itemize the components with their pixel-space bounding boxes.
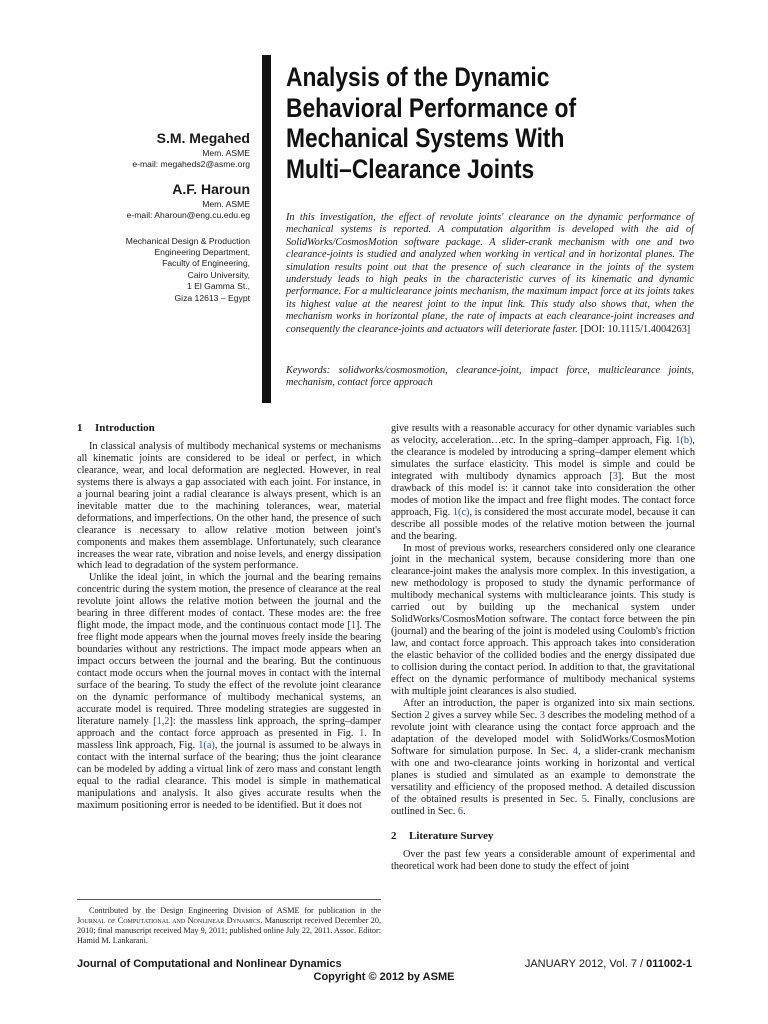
author-name-2: A.F. Haroun bbox=[172, 180, 250, 197]
paragraph-text: describes the modeling method of a revolute joint with clearance using the contact force approach and the adaptation of the developed model with SolidWorks/CosmosMotion Software for simulation purpose. In Sec. bbox=[391, 709, 695, 757]
section-number: 2 bbox=[391, 830, 397, 843]
paragraph-text: give results with a reasonable accuracy for other dynamic variables such as velocity, acceleration…etc. In the spring–damper approach, Fig. bbox=[391, 423, 695, 446]
paragraph-text: . In massless link approach, Fig. bbox=[77, 727, 381, 751]
citation-link[interactable]: 1 bbox=[350, 620, 357, 632]
paragraph-text: , is considered the most accurate model, because it can describe all possible modes of the relative motion between the journal and the bearing. bbox=[391, 506, 695, 542]
paper-title bbox=[286, 62, 664, 184]
paragraph-text: . bbox=[463, 805, 466, 817]
paragraph-text: ]. But the most drawback of this model is: it cannot take into consideration the other modes of motion like the impact and free flight modes. The contact force approach, Fig. bbox=[391, 470, 695, 518]
title-line: Mechanical Systems With bbox=[286, 123, 565, 153]
section-number: 1 bbox=[77, 422, 83, 434]
journal-name-footer: Journal of Computational and Nonlinear Dynamics bbox=[77, 958, 342, 970]
left-column bbox=[77, 423, 381, 812]
section-title: Introduction bbox=[95, 422, 155, 434]
paragraph-text: ]. The free flight mode appears when the journal moves freely inside the bearing boundaries without any restrictions. The impact mode appears when an impact occurs between the journal and the bearing. But the continuous contact mode occurs when the journal moves in contact with the internal surface of the bearing. To study the effect of the revolute joint clearance on the dynamic performance of multibody mechanical systems, an accurate model is required. Three modeling strategies are suggested in literature namely [ bbox=[77, 620, 381, 727]
title-vertical-bar bbox=[262, 55, 271, 403]
author-name-1: S.M. Megahed bbox=[156, 130, 250, 146]
paragraph-text: Unlike the ideal joint, in which the journal and the bearing remains concentric during the system motion, the presence of clearance at the real revolute joint allows the relative motion between the journal and the bearing in three different modes of contact. These modes are: the free flight mode, the impact mode, and the continuous contact mode [ bbox=[77, 572, 381, 632]
section-link[interactable]: 3 bbox=[539, 709, 546, 721]
abstract-text: In this investigation, the effect of revolute joints' clearance on the dynamic performance of mechanical systems is reported. A computation algorithm is developed with the aid of SolidWorks/CosmosMotion software package. A slider-crank mechanism with one and two clearance-joints is studied and analyzed when working in vertical and in horizontal planes. The simulation results point out that the presence of such clearance in the joints of the system understudy leads to high peaks in the characteristic curves of its kinematic and dynamic performance. For a multiclearance joints mechanism, the maximum impact force at its joints takes its highest value at the nearest joint to the input link. This study also shows that, when the mechanism works in horizontal plane, the rate of impacts at each clearance-joint increases and consequently the clearance-joints and actuators will deteriorate faster. bbox=[286, 212, 694, 335]
issue-footer bbox=[525, 958, 692, 970]
footnote-text: . Manuscript received December 20, 2010; final manuscript received May 9, 2011; published online July 22, 2011. Assoc. Editor: Hamid M. Lankarani. bbox=[77, 916, 381, 945]
title-line: Behavioral Performance of bbox=[286, 92, 577, 123]
affiliation-line: Faculty of Engineering, bbox=[162, 258, 250, 269]
figure-link[interactable]: 1(b) bbox=[675, 434, 693, 446]
intro-paragraph-5 bbox=[391, 698, 695, 818]
paragraph-text: , the journal is assumed to be always in contact with the internal surface of the bearing; thus the joint clearance can be modeled by adding a virtual link of zero mass and constant length equal to the radial clearance. This model is simple in mathematical manipulations and analysis. It also gives accurate results when the maximum positioning error is needed to be identified. But it does not bbox=[77, 739, 381, 811]
citation-link[interactable]: 3 bbox=[612, 470, 618, 482]
author-membership-1: Mem. ASME bbox=[202, 148, 250, 158]
doi-link[interactable]: [DOI: 10.1115/1.4004263] bbox=[580, 323, 691, 335]
affiliation-line: Engineering Department, bbox=[154, 247, 250, 258]
abstract bbox=[286, 212, 694, 336]
section-link[interactable]: 6 bbox=[457, 805, 464, 817]
paragraph-text: , the clearance is modeled by introducing a spring–damper element which simulates the surface elasticity. This model is simple and could be integrated with multibody dynamics approach [ bbox=[391, 434, 695, 482]
title-line: Analysis of the Dynamic bbox=[286, 62, 550, 92]
author-block bbox=[90, 130, 250, 304]
keywords: Keywords: solidworks/cosmosmotion, clearance-joint, impact force, multiclearance joints, mechanism, contact force approach bbox=[286, 365, 694, 389]
intro-paragraph-3 bbox=[391, 423, 695, 543]
figure-link[interactable]: 1(c) bbox=[452, 506, 470, 518]
intro-paragraph-1: In classical analysis of multibody mechanical systems or mechanisms all kinematic joints are considered to be ideal or perfect, in which clearance, wear, and local deformation are neglected. However, in real systems there is always a gap associated with each joint. For instance, in a journal bearing joint a radial clearance is always present, which is an inevitable matter due to the machining tolerances, wear, material deformations, and imperfections. On the other hand, the presence of such clearance is necessary to allow relative motion between joint's components and makes them assemblage. Unfortunately, such clearance increases the wear rate, vibration and noise levels, and energy dissipation which lead to degradation of the system performance. bbox=[77, 440, 381, 572]
paragraph-text: . Finally, conclusions are outlined in Sec. bbox=[391, 793, 695, 817]
intro-paragraph-4: In most of previous works, researchers considered only one clearance joint in the mechanical system, because considering more than one clearance-joint makes the analysis more complex. In this investigation, a new methodology is proposed to study the dynamic performance of multibody mechanical systems with multiclearance joints. This study is carried out by building up the mechanical system under SolidWorks/CosmosMotion software. The contact force between the pin (journal) and the bearing of the joint is modeled using Coulomb's friction law, and contact force approach. This approach takes into consideration the elastic behavior of the collided bodies and the energy dissipated due to collision during the contact period. In addition to that, the gravitational effect on the dynamic performance of multibody mechanical systems with multiple joint clearances is also studied. bbox=[391, 542, 695, 697]
section-heading-introduction bbox=[77, 423, 381, 435]
paragraph-text: , a slider-crank mechanism with one and two-clearance joints working in horizontal and vertical planes is studied and simulated as an example to demonstrate the versatility and efficiency of the proposed method. A detailed discussion of the obtained results is presented in Sec. bbox=[391, 745, 695, 805]
footnote-journal: Journal of Computational and Nonlinear Dynamics bbox=[77, 916, 261, 925]
figure-link[interactable]: 1 bbox=[359, 727, 365, 739]
section-heading-literature-survey bbox=[391, 831, 695, 843]
paragraph-text: gives a survey while Sec. bbox=[429, 709, 540, 721]
intro-paragraph-2 bbox=[77, 572, 381, 811]
title-line: Multi–Clearance Joints bbox=[286, 153, 535, 184]
figure-link[interactable]: 1(a) bbox=[198, 739, 215, 751]
page-number: 011002-1 bbox=[646, 958, 692, 970]
section-link[interactable]: 2 bbox=[424, 709, 430, 721]
author-email-2[interactable]: e-mail: Aharoun@eng.cu.edu.eg bbox=[126, 210, 250, 221]
footnote-text: Contributed by the Design Engineering Division of ASME for publication in the bbox=[89, 906, 381, 915]
survey-paragraph-1: Over the past few years a considerable amount of experimental and theoretical work had been done to study the effect of joint bbox=[391, 849, 695, 873]
paragraph-text: ]: the massless link approach, the spring–damper approach and the contact force approach as presented in Fig. bbox=[77, 715, 381, 739]
affiliation-line: Mechanical Design & Production bbox=[125, 235, 250, 246]
affiliation-line: Giza 12613 – Egypt bbox=[174, 292, 250, 303]
paragraph-text: After an introduction, the paper is organized into six main sections. Section bbox=[391, 697, 695, 721]
issue-info: JANUARY 2012, Vol. 7 / bbox=[524, 958, 647, 970]
section-link[interactable]: 5 bbox=[581, 793, 587, 805]
section-title: Literature Survey bbox=[409, 830, 494, 843]
section-link[interactable]: 4 bbox=[572, 745, 578, 757]
author-email-1[interactable]: e-mail: megaheds2@asme.org bbox=[132, 159, 250, 170]
author-membership-2: Mem. ASME bbox=[202, 198, 250, 209]
affiliation-line: Cairo University, bbox=[187, 269, 250, 280]
footnote bbox=[77, 906, 381, 946]
right-column bbox=[391, 423, 695, 873]
footnote-divider bbox=[77, 899, 381, 900]
citation-link[interactable]: 1,2 bbox=[156, 715, 170, 727]
copyright-footer: Copyright © 2012 by ASME bbox=[313, 971, 455, 983]
affiliation-line: 1 El Gamma St., bbox=[186, 281, 250, 292]
